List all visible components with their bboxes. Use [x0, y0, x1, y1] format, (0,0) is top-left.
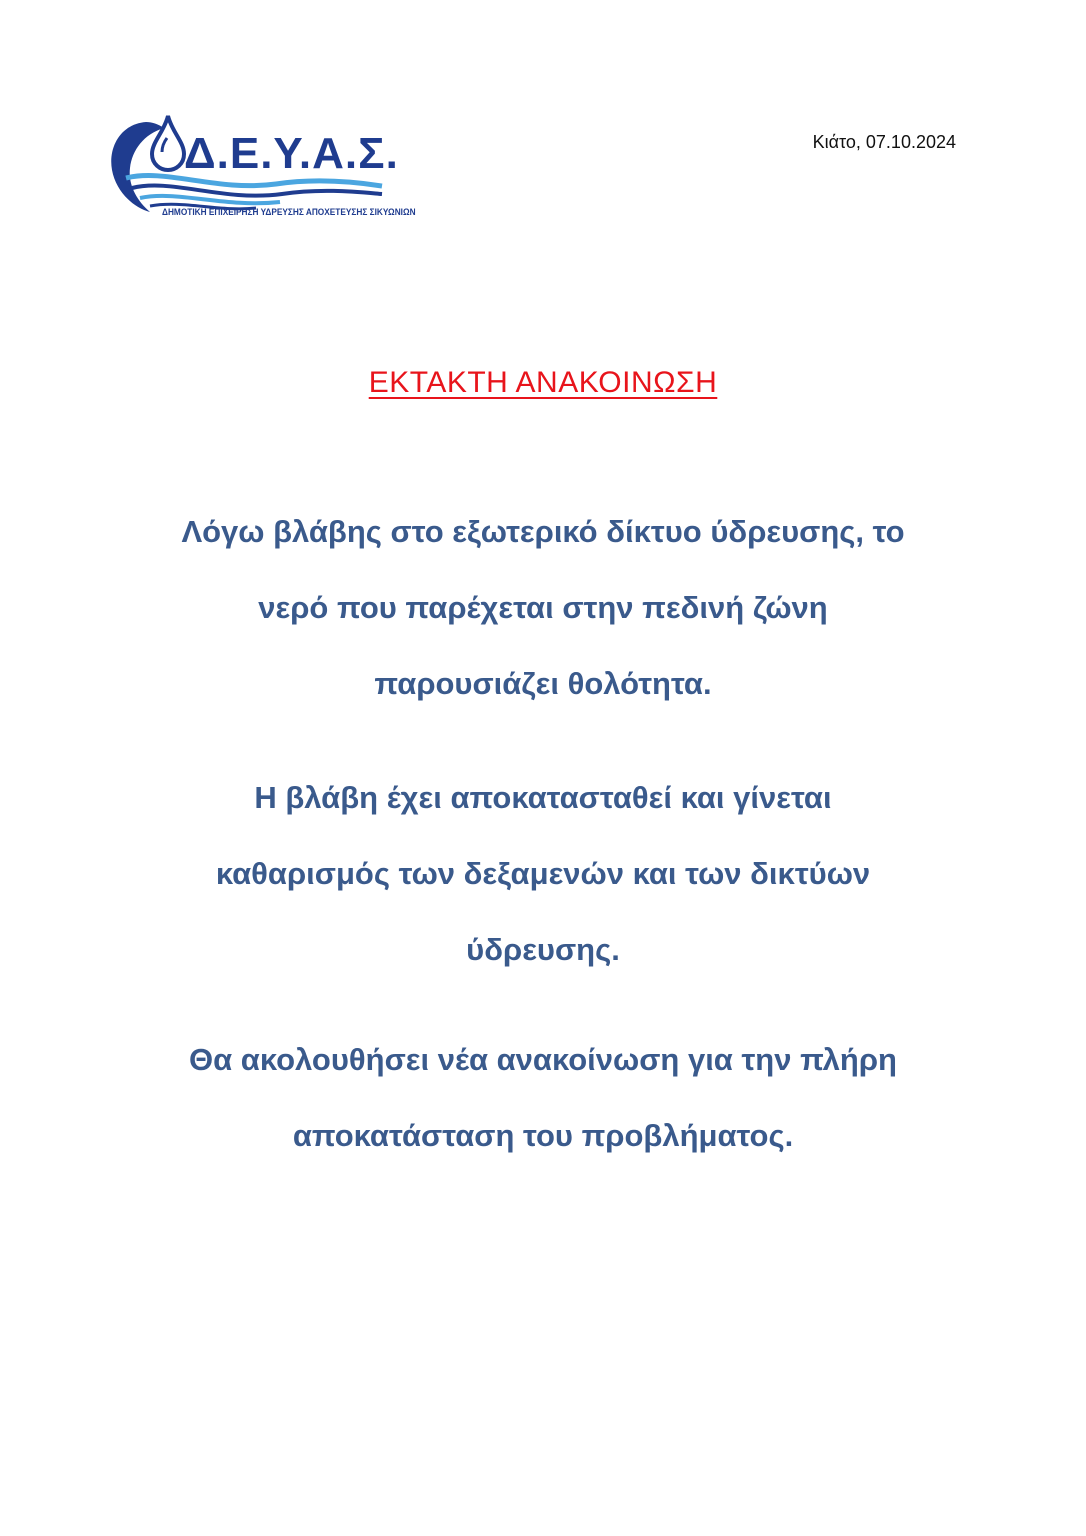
logo-name: Δ.Ε.Υ.Α.Σ.: [184, 129, 399, 178]
paragraph-line: Η βλάβη έχει αποκατασταθεί και γίνεται: [254, 780, 832, 815]
paragraph-line: καθαρισμός των δεξαμενών και των δικτύων: [215, 856, 871, 891]
paragraph-line: νερό που παρέχεται στην πεδινή ζώνη: [258, 590, 828, 625]
announcement-paragraph: [100, 494, 986, 722]
organization-logo: [106, 112, 416, 224]
logo-subtitle: ΔΗΜΟΤΙΚΗ ΕΠΙΧΕΙΡΗΣΗ ΥΔΡΕΥΣΗΣ ΑΠΟΧΕΤΕΥΣΗΣ ΣΙΚΥΩΝΙΩΝ: [162, 207, 416, 217]
paragraph-line: αποκατάσταση του προβλήματος.: [292, 1118, 794, 1153]
announcement-paragraph: [100, 1022, 986, 1174]
announcement-paragraph: [100, 760, 986, 988]
paragraph-line: παρουσιάζει θολότητα.: [374, 666, 712, 701]
document-date: Κιάτο, 07.10.2024: [812, 132, 956, 152]
paragraph-line: Θα ακολουθήσει νέα ανακοίνωση για την πλήρη: [189, 1042, 897, 1077]
paragraph-line: ύδρευσης.: [466, 932, 620, 967]
announcement-headline: ΕΚΤΑΚΤΗ ΑΝΑΚΟΙΝΩΣΗ: [368, 366, 718, 399]
paragraph-line: Λόγω βλάβης στο εξωτερικό δίκτυο ύδρευσης, το: [181, 514, 905, 549]
